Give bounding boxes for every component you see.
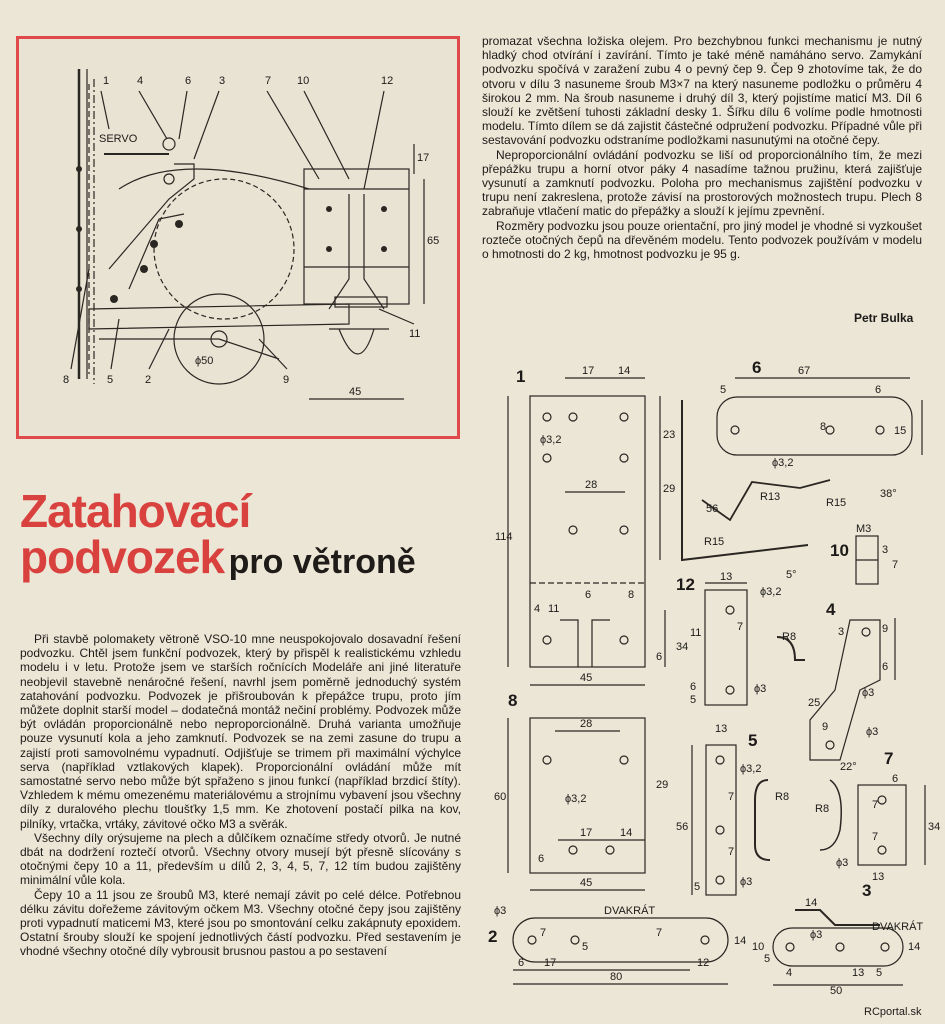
part-number-12: 12: [676, 575, 695, 594]
p2-dim-d3: ϕ3: [494, 905, 507, 917]
right-paragraph-2: Neproporcionální ovládání podvozku se liší od proporcionálního tím, že mezi přepážku trupu a horní otvor páky 4 nasadíme tažnou pružinu, která zajišťuje vysunutí a zamknutí podvozku. Poloha pro mechanismus zajištění podvozku v trupu není zakreslena, protože závisí na prostorových možnostech trupu. Plech 8 zabraňuje vtlačení matic do přepážky a slouží k jejímu zpevnění.: [482, 147, 922, 219]
part-number-4: 4: [826, 600, 836, 619]
p3-dim-10: 10: [752, 941, 765, 953]
title-line-1: Zatahovací: [20, 485, 251, 537]
p12-dim-6: 6: [690, 681, 697, 693]
assembly-label-12: 12: [381, 75, 394, 87]
p5-dim-56: 56: [676, 821, 689, 833]
p6-dim-r15a: R15: [826, 497, 847, 509]
p4-dim-9a: 9: [882, 623, 889, 635]
p8-dim-d32: ϕ3,2: [565, 793, 587, 805]
p1-dim-11: 11: [548, 603, 560, 615]
p3-dim-14b: 14: [908, 941, 921, 953]
title-line-2-suffix: pro větroně: [228, 543, 416, 581]
p6-dim-38deg: 38°: [880, 488, 897, 500]
p6-dim-56: 56: [706, 503, 719, 515]
p1-dim-29: 29: [663, 483, 676, 495]
p3-dim-5b: 5: [876, 967, 883, 979]
p1-dim-23: 23: [663, 429, 676, 441]
assembly-label-7: 7: [265, 75, 272, 87]
p4-dim-22deg: 22°: [840, 761, 857, 773]
p2-label-dvakrat: DVAKRÁT: [604, 905, 656, 917]
p2-dim-6: 6: [518, 957, 525, 969]
p6-dim-15: 15: [894, 425, 907, 437]
p2-dim-7b: 7: [656, 927, 663, 939]
p3-dim-5a: 5: [764, 953, 771, 965]
p10-dim-m3: M3: [856, 523, 872, 535]
p2-dim-5: 5: [582, 941, 589, 953]
p5-dim-5: 5: [694, 881, 701, 893]
p5-dim-d32: ϕ3,2: [740, 763, 762, 775]
p6-dim-67: 67: [798, 365, 811, 377]
assembly-label-2: 2: [145, 374, 152, 386]
p4-dim-d3a: ϕ3: [862, 687, 875, 699]
p1-dim-14: 14: [618, 365, 631, 377]
p5-dim-7b: 7: [728, 846, 735, 858]
assembly-label-11: 11: [409, 328, 421, 340]
assembly-label-10: 10: [297, 75, 310, 87]
p8-dim-60: 60: [494, 791, 507, 803]
p7-dim-7a: 7: [872, 799, 879, 811]
p8-dim-17: 17: [580, 827, 593, 839]
part-number-10: 10: [830, 541, 849, 560]
p6-dim-8: 8: [820, 421, 827, 433]
p12-dim-d32: ϕ3,2: [760, 586, 782, 598]
p7-dim-7b: 7: [872, 831, 879, 843]
left-paragraph-3: Čepy 10 a 11 jsou ze šroubů M3, které nemají závit po celé délce. Potřebnou délku závitu dořežeme závitovým očkem M3. Všechny otočné čepy jsou zajištěny proti vypadnutí maticemi M3, které jsou po smontování celku zakápnuty epoxidem. Ostatní šrouby slouží ke spojení jednotlivých částí podvozku. Před sestavením je vhodné všechny otočné díly vybrousit brusnou pastou a po sestavení: [20, 887, 461, 959]
p3-dim-13: 13: [852, 967, 865, 979]
right-paragraph-3: Rozměry podvozku jsou pouze orientační, pro jiný model je vhodné si vyzkoušet rozteče otočných čepů na dřevěném modelu. Tento podvozek používám v modelu o hmotnosti do 2 kg, hmotnost podvozku je 95 g.: [482, 218, 922, 262]
assembly-label-4: 4: [137, 75, 144, 87]
p8-dim-6: 6: [538, 853, 545, 865]
p10-dim-7: 7: [892, 559, 899, 571]
p12-dim-13: 13: [720, 571, 733, 583]
p8-dim-28: 28: [580, 718, 593, 730]
assembly-dim-d50: ϕ50: [195, 355, 214, 367]
left-paragraph-1: Při stavbě polomakety větroně VSO-10 mne neuspokojovalo dosavadní řešení podvozku. Chtěl jsem funkční podvozek, který by přispěl k realistickému vzhledu modelu i v letu. Protože jsem ve starších ročnících Modeláře ani jiné literatuře neobjevil stavebně nenáročné řešení, navrhl jsem poměrně jednoduchý systém zatahování podvozku. Podvozek je přišroubován k přepážce trupu, proto jím můžete doplnit starší model – dodatečná montáž nečiní problémy. Podvozek může být ovládán proporcionálně nebo neproporcionálně. Druhá varianta umožňuje pouze vysunutí kola a jeho zamknutí. Podvozek se na zemi zasune do trupu a zajistí proti samovolnému vypadnutí. Odjišťuje se trimem při maximální výchylce serva (například vztlakových klapek). Proporcionální ovládání může mít samostatné servo nebo může být spřaženo s jinou funkcí (například brzdicí štíty). Vzhledem k mému omezenému materiálovému a strojnímu vybavení jsou všechny díly z duralového plechu tloušťky 1,5 mm. Ke zhotovení postačí pilka na kov, pilníky, vrtačka, vrtáky, závitové očko M3 a svěrák.: [20, 632, 461, 831]
p5-dim-13: 13: [715, 723, 728, 735]
part-number-5: 5: [748, 731, 758, 750]
p4-dim-3: 3: [838, 626, 845, 638]
p4-dim-9b: 9: [822, 721, 829, 733]
p12-dim-7: 7: [737, 621, 744, 633]
p3-dim-14: 14: [805, 897, 818, 909]
p1-dim-28: 28: [585, 479, 598, 491]
p2-dim-7a: 7: [540, 927, 547, 939]
p7-dim-34: 34: [928, 821, 941, 833]
part-number-8: 8: [508, 691, 518, 710]
p6-dim-r15b: R15: [704, 536, 725, 548]
p12-dim-11: 11: [690, 627, 702, 639]
p2-dim-12: 12: [697, 957, 710, 969]
p4-dim-6: 6: [882, 661, 889, 673]
left-paragraph-2: Všechny díly orýsujeme na plech a důlčíkem označíme středy otvorů. Je nutné dbát na dodržení roztečí otvorů. Všechny otvory musejí být přesně slícovány s otočnými čepy 10 a 11, především u dílů 2, 3, 4, 5, 7, 12 tím budou zajištěny minimální vůle kola.: [20, 830, 461, 888]
p8-dim-29: 29: [656, 779, 669, 791]
p7-dim-d3: ϕ3: [836, 857, 849, 869]
author: Petr Bulka: [854, 311, 914, 325]
p12-dim-5: 5: [690, 694, 697, 706]
p8-dim-45: 45: [580, 877, 593, 889]
assembly-dim-17: 17: [417, 152, 430, 164]
p7-dim-6: 6: [892, 773, 899, 785]
part-number-1: 1: [516, 367, 526, 386]
p5-dim-r8a: R8: [775, 791, 790, 803]
assembly-label-3: 3: [219, 75, 226, 87]
part-number-2: 2: [488, 927, 498, 946]
p1-dim-17: 17: [582, 365, 595, 377]
p6-dim-r13: R13: [760, 491, 781, 503]
part-number-6: 6: [752, 358, 762, 377]
p4-dim-d3b: ϕ3: [866, 726, 879, 738]
part-number-7: 7: [884, 749, 894, 768]
p12-dim-34: 34: [676, 641, 689, 653]
right-paragraph-1: promazat všechna ložiska olejem. Pro bezchybnou funkci mechanismu je nutný hladký chod otvírání i zavírání. Tímto je také méně namáháno servo. Zamykání podvozku spočívá v zaražení zubu 4 o pevný čep 9. Čep 9 zhotovíme tak, že do otvoru v dílu 3 nasuneme šroub M3×7 na který nasuneme podložku o průměru 4 širokou 2 mm. Na šroub nasuneme i druhý díl 3, který pojistíme maticí M3. Díl 6 slouží ke zvětšení tuhosti základní desky 1. Šířku dílu 6 volíme podle hmotnosti modelu. Tímto dílem se dá zajistit částečné odpružení podvozku. Případné vůle při sestavování podvozku odstraníme podložkami nasunutými na otočné čepy.: [482, 34, 922, 148]
assembly-label-8: 8: [63, 374, 70, 386]
p6-dim-6: 6: [875, 384, 882, 396]
p12-dim-d3: ϕ3: [754, 683, 767, 695]
p7-dim-13: 13: [872, 871, 885, 883]
p6-dim-5deg: 5°: [786, 569, 797, 581]
p12-dim-r8: R8: [782, 631, 797, 643]
assembly-label-6: 6: [185, 75, 192, 87]
p3-label-dvakrat: DVAKRÁT: [872, 921, 924, 933]
p1-dim-6a: 6: [585, 589, 592, 601]
p3-dim-50: 50: [830, 985, 843, 997]
p5-dim-d3: ϕ3: [740, 876, 753, 888]
site-credit: RCportal.sk: [864, 1006, 922, 1018]
p8-dim-14: 14: [620, 827, 633, 839]
p2-dim-80: 80: [610, 971, 623, 983]
part-number-3: 3: [862, 881, 872, 900]
p1-dim-6b: 6: [656, 651, 663, 663]
p4-dim-25: 25: [808, 697, 821, 709]
servo-label: SERVO: [99, 133, 138, 145]
p1-dim-114: 114: [495, 531, 513, 543]
title-line-2: podvozek: [20, 531, 225, 583]
p5-dim-7a: 7: [728, 791, 735, 803]
p3-dim-4: 4: [786, 967, 793, 979]
p2-dim-14: 14: [734, 935, 747, 947]
p10-dim-3: 3: [882, 544, 889, 556]
p3-dim-d3: ϕ3: [810, 929, 823, 941]
p6-dim-5: 5: [720, 384, 727, 396]
p6-dim-d32: ϕ3,2: [772, 457, 794, 469]
p1-dim-d32: ϕ3,2: [540, 434, 562, 446]
p2-dim-17: 17: [544, 957, 557, 969]
assembly-label-9: 9: [283, 374, 290, 386]
p1-dim-8: 8: [628, 589, 635, 601]
assembly-label-1: 1: [103, 75, 110, 87]
p1-dim-45: 45: [580, 672, 593, 684]
p5-dim-r8b: R8: [815, 803, 830, 815]
assembly-label-5: 5: [107, 374, 114, 386]
assembly-dim-45: 45: [349, 386, 362, 398]
assembly-dim-65: 65: [427, 235, 440, 247]
p1-dim-4: 4: [534, 603, 541, 615]
